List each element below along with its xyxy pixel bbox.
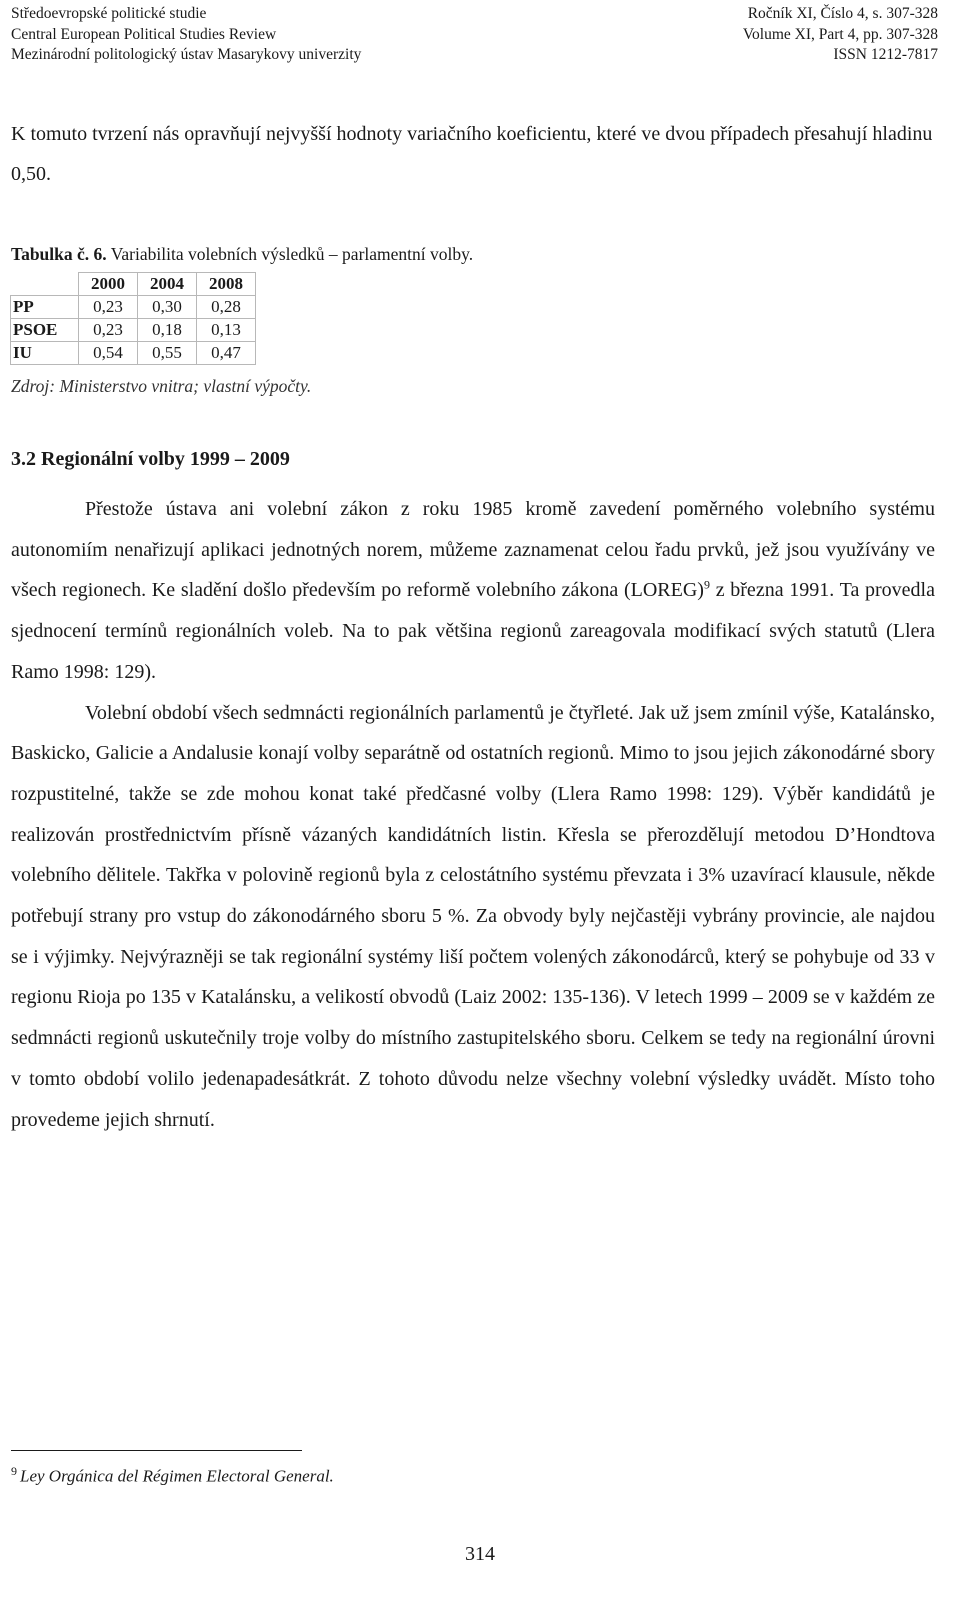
column-header: 2008 [197, 273, 256, 296]
row-label: PP [11, 296, 79, 319]
table-cell: 0,55 [138, 342, 197, 365]
table-header-row [11, 273, 256, 296]
table-cell: 0,18 [138, 319, 197, 342]
journal-title-cz: Středoevropské politické studie [11, 5, 207, 22]
table-cell: 0,13 [197, 319, 256, 342]
table-cell: 0,54 [79, 342, 138, 365]
footnote-number: 9 [11, 1464, 17, 1478]
paragraph-text: Přestože ústava ani volební zákon z roku 1985 kromě zavedení poměrného volebního systému autonomiím nenařizují aplikaci jednotných norem, můžeme zaznamenat celou řadu prvků, jež jsou využívány ve všech regionech. Ke sladění došlo především po reformě volebního zákona (LOREG) [11, 498, 935, 602]
table-source: Zdroj: Ministerstvo vnitra; vlastní výpočty. [11, 376, 312, 396]
column-header: 2000 [79, 273, 138, 296]
table-caption [11, 244, 473, 265]
volume-info-en: Volume XI, Part 4, pp. 307-328 [742, 25, 938, 43]
table-cell: 0,30 [138, 296, 197, 319]
volume-info-cz: Ročník XI, Číslo 4, s. 307-328 [747, 5, 938, 22]
footnote-reference[interactable]: 9 [703, 577, 710, 592]
footnote [11, 1464, 334, 1487]
variability-table [10, 272, 256, 365]
journal-title-en: Central European Political Studies Review [11, 25, 277, 43]
table-caption-label: Tabulka č. 6. [11, 244, 107, 264]
issn: ISSN 1212-7817 [833, 46, 938, 63]
table-corner-cell [11, 273, 79, 296]
footnote-text: Ley Orgánica del Régimen Electoral General. [20, 1466, 334, 1486]
table-cell: 0,23 [79, 319, 138, 342]
table-row [11, 296, 256, 319]
row-label: PSOE [11, 319, 79, 342]
table-caption-text: Variabilita volebních výsledků – parlamentní volby. [106, 244, 474, 264]
footnote-divider [11, 1450, 302, 1451]
table-row [11, 319, 256, 342]
table-cell: 0,47 [197, 342, 256, 365]
running-header [11, 4, 938, 66]
paragraph-text: z března 1991. Ta provedla sjednocení termínů regionálních voleb. Na to pak většina regionů zareagovala modifikací svých statutů (Llera Ramo 1998: 129). [11, 579, 935, 683]
table-cell: 0,23 [79, 296, 138, 319]
table-row [11, 342, 256, 365]
row-label: IU [11, 342, 79, 365]
section-title: 3.2 Regionální volby 1999 – 2009 [11, 448, 290, 470]
table-cell: 0,28 [197, 296, 256, 319]
body-paragraph [11, 489, 935, 693]
column-header: 2004 [138, 273, 197, 296]
page-number: 314 [465, 1543, 495, 1565]
intro-paragraph: K tomuto tvrzení nás opravňují nejvyšší hodnoty variačního koeficientu, které ve dvou případech přesahují hladinu 0,50. [11, 123, 933, 185]
publisher-institute: Mezinárodní politologický ústav Masarykovy univerzity [11, 46, 362, 63]
body-paragraph: Volební období všech sedmnácti regionálních parlamentů je čtyřleté. Jak už jsem zmínil výše, Katalánsko, Baskicko, Galicie a Andalusie konají volby separátně od ostatních regionů. Mimo to jsou jejich zákonodárné sbory rozpustitelné, takže se zde mohou konat také předčasné volby (Llera Ramo 1998: 129). Výběr kandidátů je realizován prostřednictvím přísně vázaných kandidátních listin. Křesla se přerozdělují metodou D’Hondtova volebního dělitele. Takřka v polovině regionů byla z celostátního systému převzata i 3% uzavírací klausule, někde potřebují strany pro vstup do zákonodárného sboru 5 %. Za obvody byly nejčastěji vybrány provincie, ale najdou se i výjimky. Nejvýrazněji se tak regionální systémy liší počtem volených zákonodárců, který se pohybuje od 33 v regionu Rioja po 135 v Katalánsku, a velikostí obvodů (Laiz 2002: 135-136). V letech 1999 – 2009 se v každém ze sedmnácti regionů uskutečnily troje volby do místního zastupitelského sboru. Celkem se tedy na regionální úrovni v tomto období volilo jedenapadesátkrát. Z tohoto důvodu nelze všechny volební výsledky uvádět. Místo toho provedeme jejich shrnutí. [11, 701, 935, 1131]
section-body [11, 489, 935, 1140]
